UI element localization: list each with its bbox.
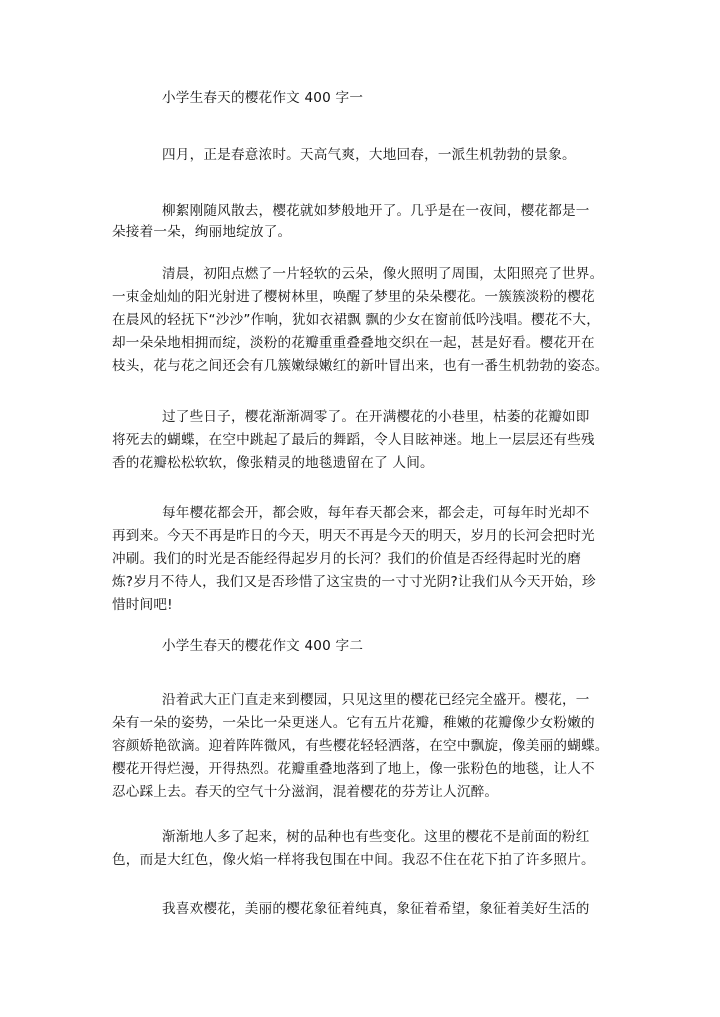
paragraph-line: 我喜欢樱花，美丽的樱花象征着纯真，象征着希望，象征着美好生活的 — [162, 901, 590, 917]
paragraph-line: 柳絮刚随风散去，樱花就如梦般地开了。几乎是在一夜间，樱花都是一 — [162, 203, 590, 219]
section-title-2: 小学生春天的樱花作文 400 字二 — [162, 638, 364, 654]
paragraph-line: 再到来。今天不再是昨日的今天，明天不再是今天的明天，岁月的长河会把时光 — [112, 528, 595, 544]
paragraph-line: 四月，正是春意浓时。天高气爽，大地回春，一派生机勃勃的景象。 — [162, 147, 576, 163]
paragraph-line: 容颜娇艳欲滴。迎着阵阵微风，有些樱花轻轻洒落，在空中飘旋，像美丽的蝴蝶。 — [112, 738, 609, 754]
paragraph-line: 清晨，初阳点燃了一片轻软的云朵，像火照明了周围，太阳照亮了世界。 — [162, 266, 604, 282]
paragraph-line: 渐渐地人多了起来，树的品种也有些变化。这里的樱花不是前面的粉红 — [162, 829, 590, 845]
paragraph-line: 枝头，花与花之间还会有几簇嫩绿嫩红的新叶冒出来，也有一番生机勃勃的姿态。 — [112, 358, 609, 374]
paragraph-line: 色，而是大红色，像火焰一样将我包围在中间。我忍不住在花下拍了许多照片。 — [112, 852, 595, 868]
paragraph-line: 在晨风的轻抚下“沙沙”作响，犹如衣裙飘 飘的少女在窗前低吟浅唱。樱花不大， — [112, 312, 600, 328]
paragraph-line: 炼?岁月不待人，我们又是否珍惜了这宝贵的一寸寸光阴?让我们从今天开始，珍 — [112, 574, 596, 590]
paragraph-line: 每年樱花都会开，都会败，每年春天都会来，都会走，可每年时光却不 — [162, 505, 590, 521]
paragraph-line: 朵有一朵的姿势，一朵比一朵更迷人。它有五片花瓣，稚嫩的花瓣像少女粉嫩的 — [112, 715, 595, 731]
section-title-1: 小学生春天的樱花作文 400 字一 — [162, 90, 364, 106]
paragraph-line: 香的花瓣松松软软，像张精灵的地毯遗留在了 人间。 — [112, 455, 434, 471]
paragraph-line: 将死去的蝴蝶，在空中跳起了最后的舞蹈，令人目眩神迷。地上一层层还有些残 — [112, 432, 595, 448]
paragraph-line: 樱花开得烂漫，开得热烈。花瓣重叠地落到了地上，像一张粉色的地毯，让人不 — [112, 761, 595, 777]
paragraph-line: 却一朵朵地相拥而绽，淡粉的花瓣重重叠叠地交织在一起，甚是好看。樱花开在 — [112, 335, 595, 351]
paragraph-line: 惜时间吧! — [112, 597, 173, 613]
paragraph-line: 朵接着一朵，绚丽地绽放了。 — [112, 224, 292, 240]
paragraph-line: 冲刷。我们的时光是否能经得起岁月的长河？我们的价值是否经得起时光的磨 — [112, 551, 581, 567]
paragraph-line: 一束金灿灿的阳光射进了樱树林里，唤醒了梦里的朵朵樱花。一簇簇淡粉的樱花 — [112, 289, 595, 305]
paragraph-line: 忍心踩上去。春天的空气十分滋润，混着樱花的芬芳让人沉醉。 — [112, 784, 499, 800]
paragraph-line: 过了些日子，樱花渐渐凋零了。在开满樱花的小巷里，枯萎的花瓣如即 — [162, 409, 590, 425]
paragraph-line: 沿着武大正门直走来到樱园，只见这里的樱花已经完全盛开。樱花，一 — [162, 692, 590, 708]
